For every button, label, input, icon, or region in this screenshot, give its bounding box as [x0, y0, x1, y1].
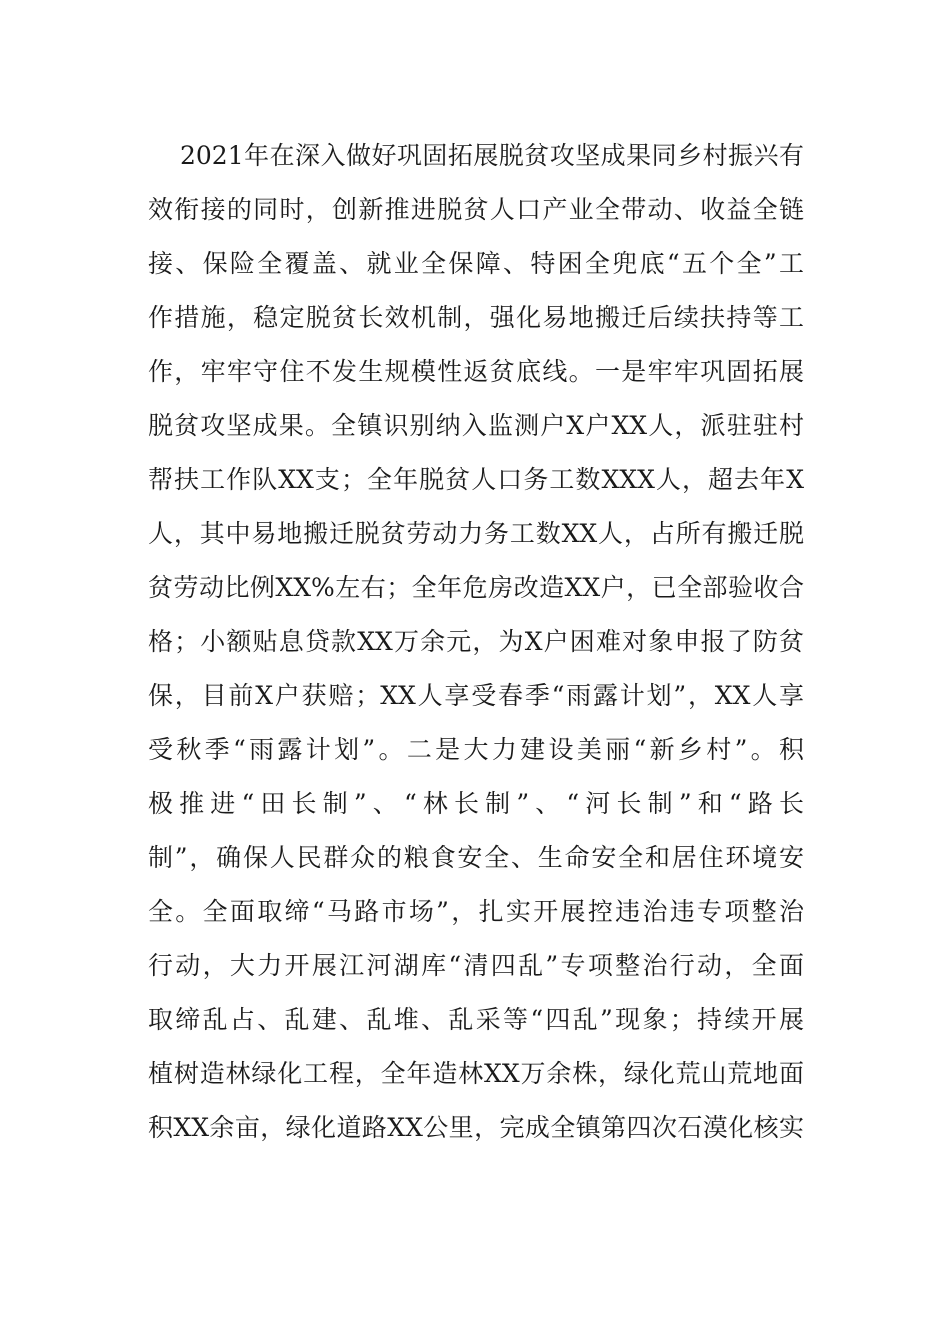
paragraph-line: 受秋季“雨露计划”。二是大力建设美丽“新乡村”。积: [148, 735, 804, 764]
paragraph-line: 积XX余亩，绿化道路XX公里，完成全镇第四次石漠化核实: [148, 1113, 804, 1142]
paragraph-line: 极推进“田长制”、“林长制”、“河长制”和“路长: [148, 789, 804, 818]
paragraph-line: 效衔接的同时，创新推进脱贫人口产业全带动、收益全链: [148, 195, 804, 224]
paragraph-line: 接、保险全覆盖、就业全保障、特困全兜底“五个全”工: [148, 249, 804, 278]
paragraph-line: 2021年在深入做好巩固拓展脱贫攻坚成果同乡村振兴有: [180, 141, 804, 170]
paragraph-line: 行动，大力开展江河湖库“清四乱”专项整治行动，全面: [148, 951, 804, 980]
paragraph-line: 作措施，稳定脱贫长效机制，强化易地搬迁后续扶持等工: [148, 303, 804, 332]
paragraph-line: 格；小额贴息贷款XX万余元，为X户困难对象申报了防贫: [148, 627, 804, 656]
paragraph-line: 取缔乱占、乱建、乱堆、乱采等“四乱”现象；持续开展: [148, 1005, 804, 1034]
paragraph-line: 制”，确保人民群众的粮食安全、生命安全和居住环境安: [148, 843, 804, 872]
paragraph-line: 作，牢牢守住不发生规模性返贫底线。一是牢牢巩固拓展: [148, 357, 804, 386]
paragraph-line: 贫劳动比例XX%左右；全年危房改造XX户，已全部验收合: [148, 573, 804, 602]
paragraph-line: 帮扶工作队XX支；全年脱贫人口务工数XXX人，超去年X: [148, 465, 804, 494]
paragraph-line: 保，目前X户获赔；XX人享受春季“雨露计划”，XX人享: [148, 681, 804, 710]
paragraph-line: 脱贫攻坚成果。全镇识别纳入监测户X户XX人，派驻驻村: [148, 411, 804, 440]
paragraph-line: 人，其中易地搬迁脱贫劳动力务工数XX人，占所有搬迁脱: [148, 519, 804, 548]
paragraph-line: 植树造林绿化工程，全年造林XX万余株，绿化荒山荒地面: [148, 1059, 804, 1088]
paragraph-line: 全。全面取缔“马路市场”，扎实开展控违治违专项整治: [148, 897, 804, 926]
